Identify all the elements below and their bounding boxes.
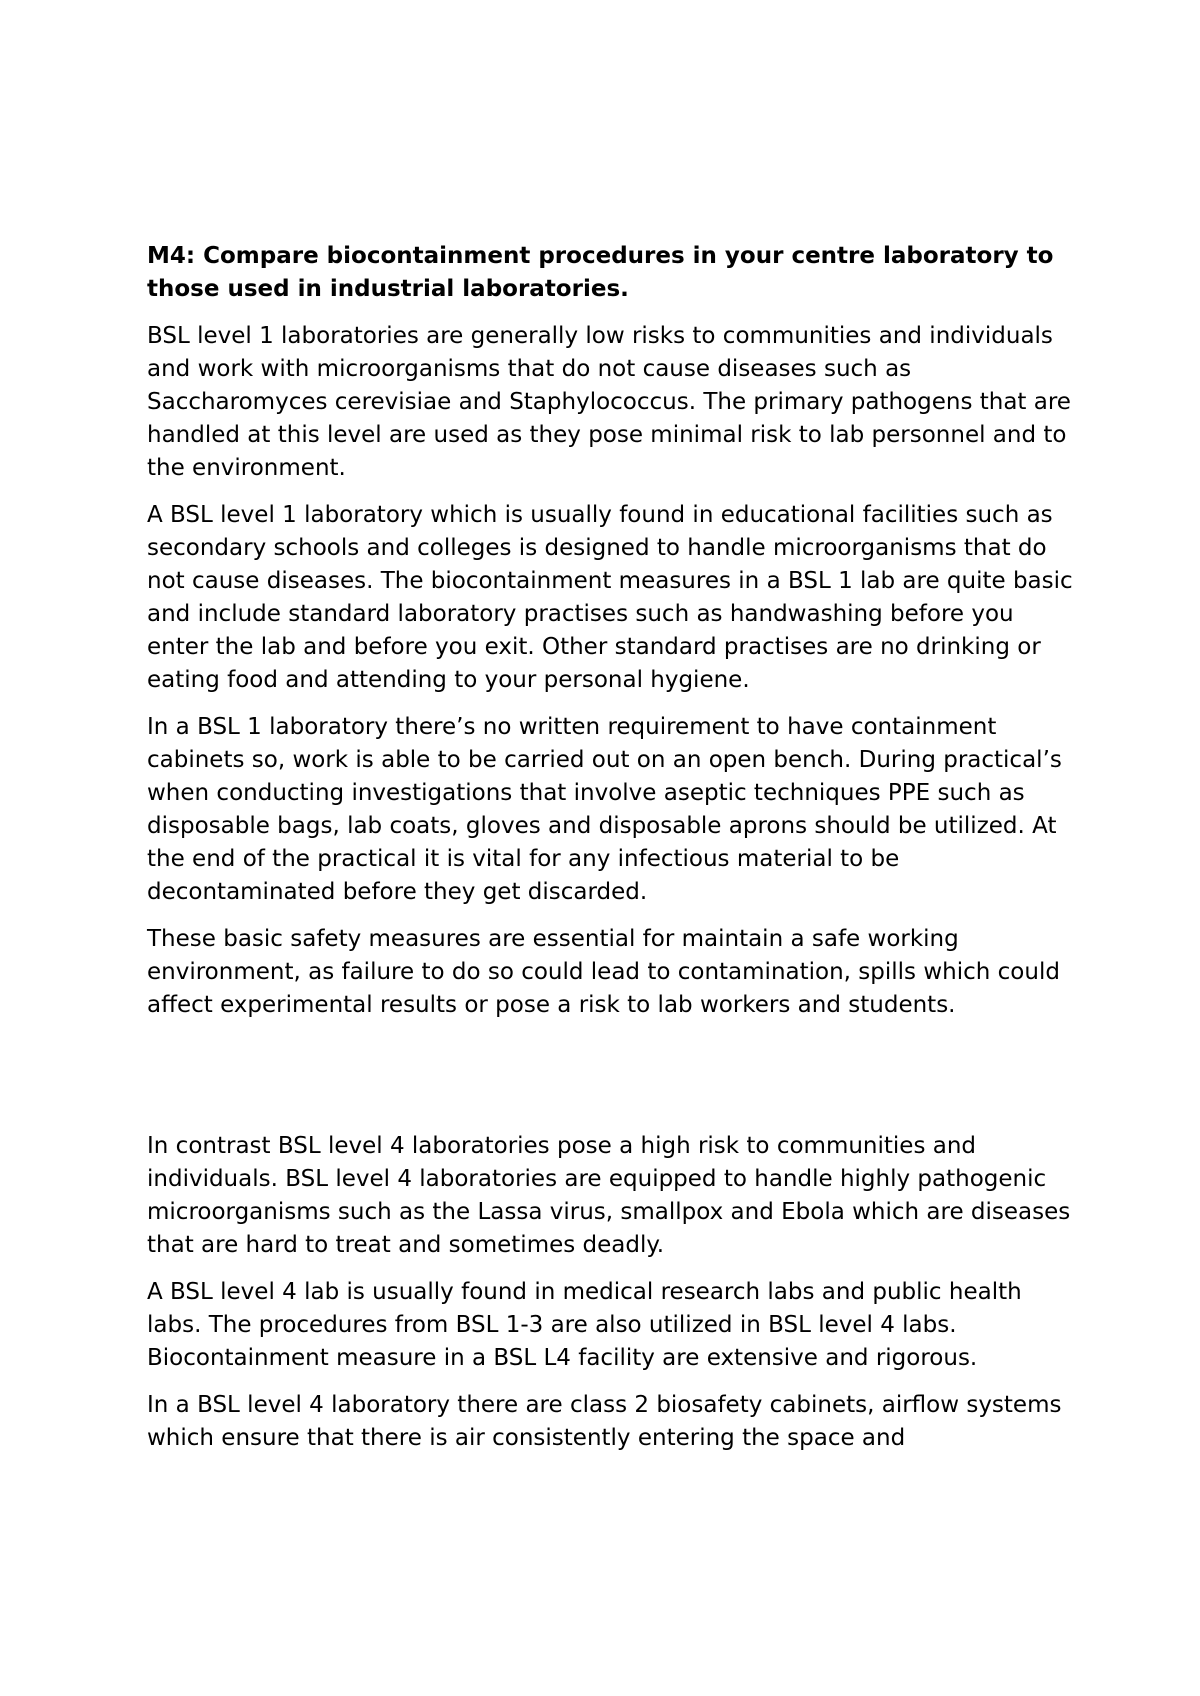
paragraph-bsl1-facilities: A BSL level 1 laboratory which is usually found in educational facilities such as secondary schools and colleges is designed to handle microorganisms that do not cause diseases. The biocontainment measures in a BSL 1 lab are quite basic and include standard laboratory practises such as handwashing before you enter the lab and before you exit. Other standard practises are no drinking or eating food and attending to your personal hygiene. (147, 502, 1073, 693)
document-page (147, 240, 1077, 1469)
paragraph-bsl4-cabinets: In a BSL level 4 laboratory there are class 2 biosafety cabinets, airflow systems which ensure that there is air consistently entering the space and (147, 1392, 1062, 1451)
paragraph-bsl4-facilities: A BSL level 4 lab is usually found in medical research labs and public health labs. The procedures from BSL 1-3 are also utilized in BSL level 4 labs. Biocontainment measure in a BSL L4 facility are extensive and rigorous. (147, 1279, 1022, 1371)
section-gap (147, 1036, 1077, 1130)
document-heading: M4: Compare biocontainment procedures in your centre laboratory to those used in industrial laboratories. (147, 243, 1054, 302)
paragraph-bsl1-safety: These basic safety measures are essential for maintain a safe working environment, as failure to do so could lead to contamination, spills which could affect experimental results or pose a risk to lab workers and students. (147, 926, 1060, 1018)
paragraph-bsl1-ppe: In a BSL 1 laboratory there’s no written requirement to have containment cabinets so, work is able to be carried out on an open bench. During practical’s when conducting investigations that involve aseptic techniques PPE such as disposable bags, lab coats, gloves and disposable aprons should be utilized. At the end of the practical it is vital for any infectious material to be decontaminated before they get discarded. (147, 714, 1062, 905)
paragraph-bsl1-overview: BSL level 1 laboratories are generally low risks to communities and individuals and work with microorganisms that do not cause diseases such as Saccharomyces cerevisiae and Staphylococcus. The primary pathogens that are handled at this level are used as they pose minimal risk to lab personnel and to the environment. (147, 323, 1071, 481)
paragraph-bsl4-overview: In contrast BSL level 4 laboratories pose a high risk to communities and individuals. BSL level 4 laboratories are equipped to handle highly pathogenic microorganisms such as the Lassa virus, smallpox and Ebola which are diseases that are hard to treat and sometimes deadly. (147, 1133, 1071, 1258)
